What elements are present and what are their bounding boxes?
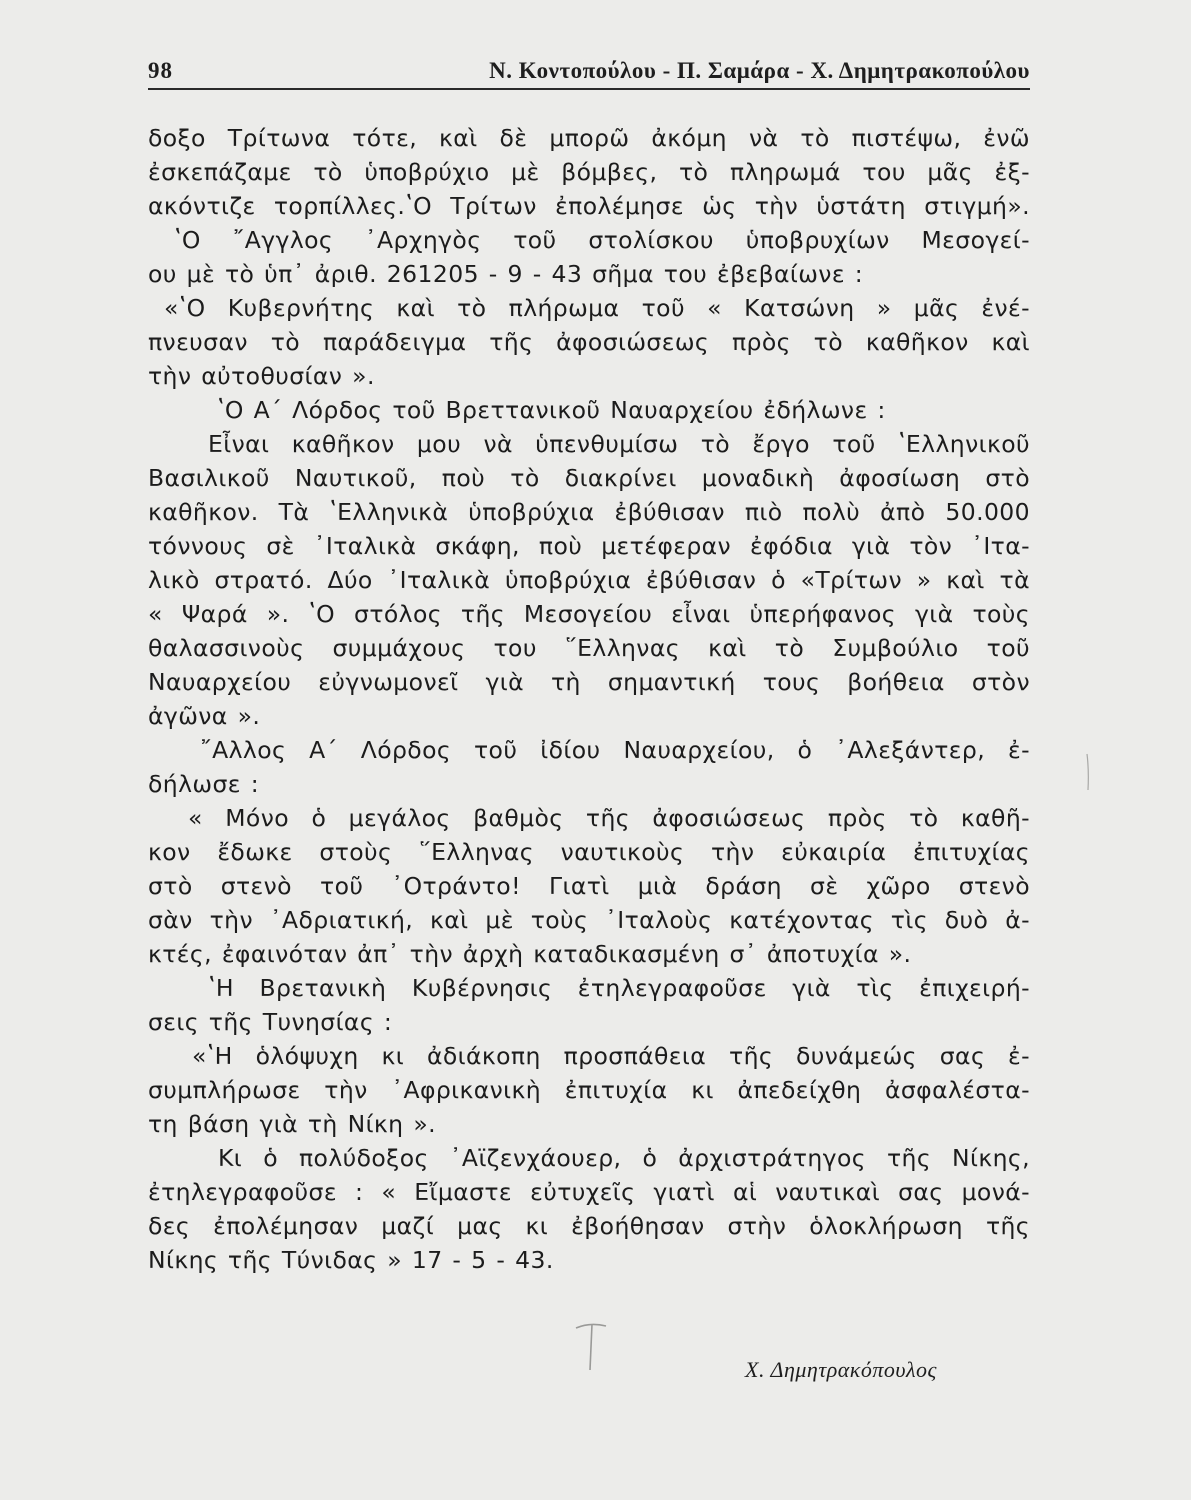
text-line: ακόντιζε τορπίλλες.ʽΟ Τρίτων ἐπολέμησε ὡς τὴν ὑστάτη στιγμή».: [148, 192, 1030, 220]
header-rule: [148, 88, 1030, 90]
text-line: «ʽΟ Κυβερνήτης καὶ τὸ πλήρωμα τοῦ « Κατσώνη » μᾶς ἐνέ-: [164, 294, 1030, 322]
text-line: ἀγῶνα ».: [148, 702, 261, 730]
text-line: θαλασσινοὺς συμμάχους του ῞Ελληνας καὶ τὸ Συμβούλιο τοῦ: [148, 634, 1030, 662]
text-line: « Ψαρά ». ʽΟ στόλος τῆς Μεσογείου εἶναι ὑπερήφανος γιὰ τοὺς: [148, 600, 1030, 628]
pencil-mark-icon: [572, 1318, 612, 1374]
text-line: « Μόνο ὁ μεγάλος βαθμὸς τῆς ἀφοσιώσεως πρὸς τὸ καθῆ-: [188, 804, 1030, 832]
text-line: Ναυαρχείου εὐγνωμονεῖ γιὰ τὴ σημαντική τους βοήθεια στὸν: [148, 668, 1030, 696]
text-line: Νίκης τῆς Τύνιδας » 17 - 5 - 43.: [148, 1246, 554, 1274]
text-line: λικὸ στρατό. Δύο ᾿Ιταλικὰ ὑποβρύχια ἐβύθισαν ὁ «Τρίτων » καὶ τὰ: [148, 566, 1030, 594]
header-authors: Ν. Κοντοπούλου - Π. Σαμάρα - Χ. Δημητρακοπούλου: [489, 58, 1030, 83]
text-line: τὴν αὐτοθυσίαν ».: [148, 362, 375, 390]
text-line: κτές, ἐφαινόταν ἀπ᾿ τὴν ἀρχὴ καταδικασμένη σ᾿ ἀποτυχία ».: [148, 940, 912, 968]
text-line: ʽΟ ῎Αγγλος ᾿Αρχηγὸς τοῦ στολίσκου ὑποβρυχίων Μεσογεί-: [174, 226, 1030, 254]
text-line: στὸ στενὸ τοῦ ᾿Οτράντο! Γιατὶ μιὰ δράση σὲ χῶρο στενὸ: [148, 872, 1030, 900]
text-line: δοξο Τρίτωνα τότε, καὶ δὲ μπορῶ ἀκόμη νὰ τὸ πιστέψω, ἐνῶ: [148, 124, 1030, 152]
text-line: ʽΗ Βρετανικὴ Κυβέρνησις ἐτηλεγραφοῦσε γιὰ τὶς ἐπιχειρή-: [208, 974, 1030, 1002]
text-line: Βασιλικοῦ Ναυτικοῦ, ποὺ τὸ διακρίνει μοναδικὴ ἀφοσίωση στὸ: [148, 464, 1030, 492]
text-line: Κι ὁ πολύδοξος ᾿Αϊζενχάουερ, ὁ ἀρχιστράτηγος τῆς Νίκης,: [218, 1144, 1030, 1172]
text-line: Εἶναι καθῆκον μου νὰ ὑπενθυμίσω τὸ ἔργο τοῦ ʽΕλληνικοῦ: [208, 430, 1030, 458]
text-line: δες ἐπολέμησαν μαζί μας κι ἐβοήθησαν στὴν ὁλοκλήρωση τῆς: [148, 1212, 1030, 1240]
text-line: συμπλήρωσε τὴν ᾿Αφρικανικὴ ἐπιτυχία κι ἀπεδείχθη ἀσφαλέστα-: [148, 1076, 1030, 1104]
text-line: τόννους σὲ ᾿Ιταλικὰ σκάφη, ποὺ μετέφεραν ἐφόδια γιὰ τὸν ᾿Ιτα-: [148, 532, 1030, 560]
text-line: ʽΟ Α΄ Λόρδος τοῦ Βρεττανικοῦ Ναυαρχείου ἐδήλωνε :: [217, 396, 886, 424]
text-line: πνευσαν τὸ παράδειγμα τῆς ἀφοσιώσεως πρὸς τὸ καθῆκον καὶ: [148, 328, 1030, 356]
page-number: 98: [148, 58, 173, 83]
text-line: σὰν τὴν ᾿Αδριατική, καὶ μὲ τοὺς ᾿Ιταλοὺς κατέχοντας τὶς δυὸ ἀ-: [148, 906, 1030, 934]
text-line: τη βάση γιὰ τὴ Νίκη ».: [148, 1110, 436, 1138]
text-line: δήλωσε :: [148, 770, 260, 798]
margin-mark-icon: [1083, 752, 1093, 792]
text-line: ου μὲ τὸ ὑπ᾿ ἀριθ. 261205 - 9 - 43 σῆμα του ἐβεβαίωνε :: [148, 260, 864, 288]
text-line: σεις τῆς Τυνησίας :: [148, 1008, 393, 1036]
running-header: [148, 58, 1030, 90]
text-line: καθῆκον. Τὰ ʽΕλληνικὰ ὑποβρύχια ἐβύθισαν πιὸ πολὺ ἀπὸ 50.000: [148, 498, 1030, 526]
text-line: ῎Αλλος Α΄ Λόρδος τοῦ ἰδίου Ναυαρχείου, ὁ ᾿Αλεξάντερ, ἐ-: [200, 736, 1030, 764]
text-line: ἐσκεπάζαμε τὸ ὑποβρύχιο μὲ βόμβες, τὸ πληρωμά του μᾶς ἐξ-: [148, 158, 1030, 186]
text-line: «ʽΗ ὁλόψυχη κι ἀδιάκοπη προσπάθεια τῆς δυνάμεώς σας ἐ-: [192, 1042, 1030, 1070]
text-line: ἐτηλεγραφοῦσε : « Εἴμαστε εὐτυχεῖς γιατὶ αἱ ναυτικαὶ σας μονά-: [148, 1178, 1030, 1206]
author-signature: Χ. Δημητρακόπουλος: [745, 1357, 937, 1382]
text-line: κον ἔδωκε στοὺς ῞Ελληνας ναυτικοὺς τὴν εὐκαιρία ἐπιτυχίας: [148, 838, 1030, 866]
